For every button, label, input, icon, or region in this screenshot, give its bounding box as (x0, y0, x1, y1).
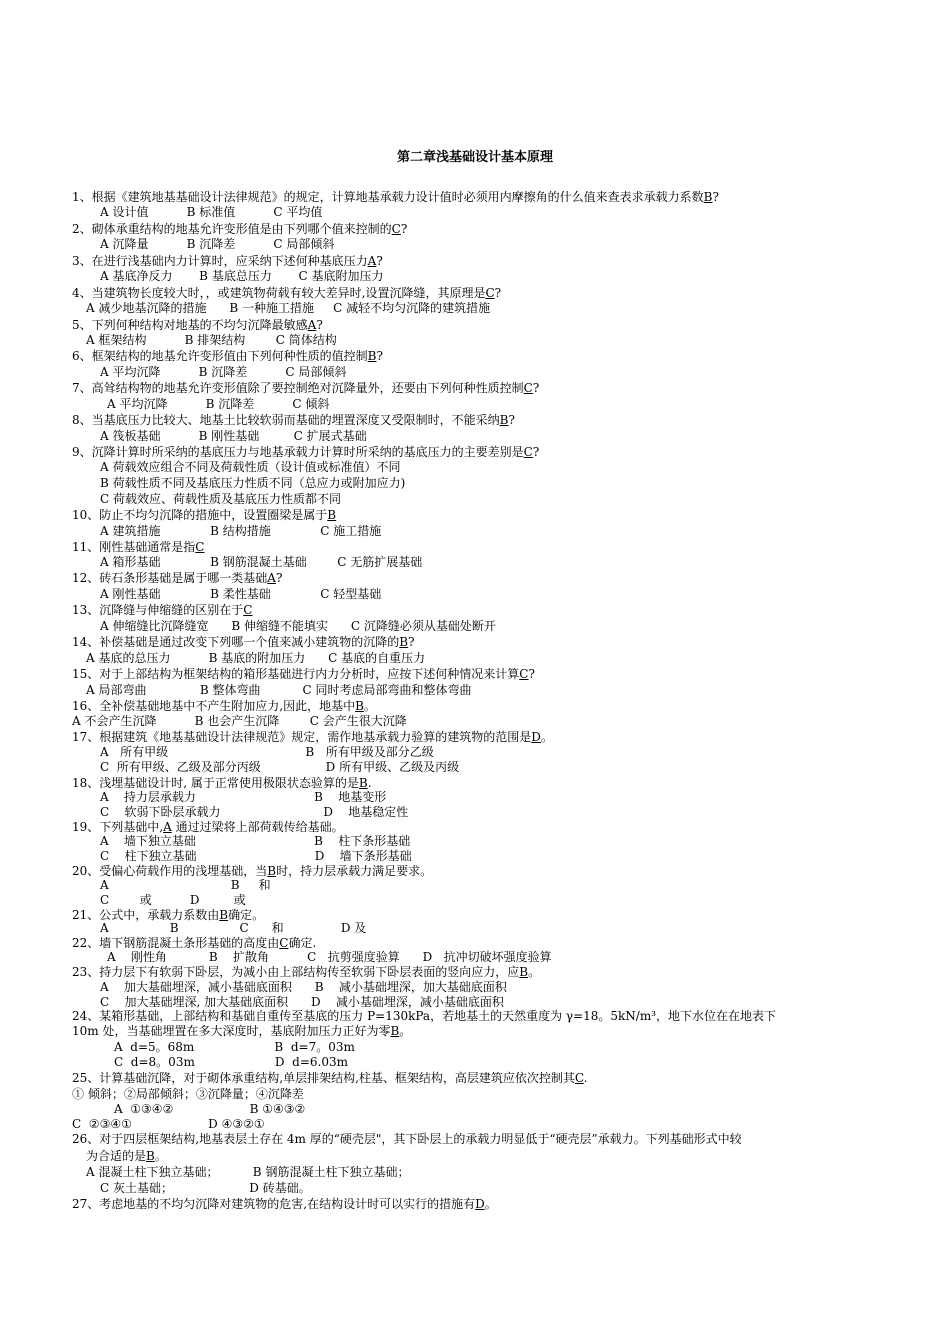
line-text: 1、根据《建筑地基基础设计法律规范》的规定，计算地基承载力设计值时必须用内摩擦角的什么值来查表求承载力系数 (72, 190, 704, 204)
text-line (72, 1071, 588, 1086)
line-suffix: ? (316, 318, 323, 332)
line-text: 3、在进行浅基础内力计算时，应采纳下述何种基底压力 (72, 254, 368, 268)
text-line (72, 413, 515, 428)
text-line (72, 965, 540, 980)
answer-letter: A (267, 571, 276, 585)
text-line (100, 619, 496, 634)
text-line (107, 950, 552, 965)
text-line (100, 365, 346, 380)
line-text: A 伸缩缝比沉降缝宽 B 伸缩缝不能填实 C 沉降缝必须从基础处断开 (100, 619, 496, 633)
line-text: A B 和 (100, 878, 271, 892)
line-text: C 加大基础埋深, 加大基础底面积 D 减小基础埋深，减小基础底面积 (100, 995, 504, 1009)
line-text: 8、当基底压力比较大、地基土比较软弱而基础的埋置深度又受限制时，不能采纳 (72, 413, 500, 427)
answer-letter: B (367, 349, 377, 363)
line-text: 18、浅埋基础设计时, 属于正常使用极限状态验算的是 (72, 776, 359, 790)
answer-letter: B (499, 413, 509, 427)
line-text: A 沉降量 B 沉降差 C 局部倾斜 (100, 237, 335, 251)
line-suffix: . (367, 776, 372, 790)
line-text: 为合适的是 (86, 1149, 147, 1163)
line-text: B 荷载性质不同及基底压力性质不同（总应力或附加应力) (100, 476, 406, 490)
text-line (72, 254, 383, 269)
line-suffix: 确定. (288, 936, 317, 950)
line-text: 16、全补偿基础地基中不产生附加应力,因此，地基中 (72, 699, 356, 713)
line-text: A 基底净反力 B 基底总压力 C 基底附加压力 (100, 269, 384, 283)
answer-letter: C (391, 222, 401, 236)
answer-letter: C (523, 381, 533, 395)
line-text: 9、沉降计算时所采纳的基底压力与地基承载力计算时所采纳的基底压力的主要差别是 (72, 445, 524, 459)
text-line (100, 237, 334, 252)
line-text: A 框架结构 B 排架结构 C 筒体结构 (86, 333, 337, 347)
line-text: 10m 处，当基础埋置在多大深度时，基底附加压力正好为零 (72, 1024, 391, 1038)
answer-letter: C (243, 603, 253, 617)
line-text: 15、对于上部结构为框架结构的箱形基础进行内力分析时，应按下述何种情况来计算 (72, 667, 520, 681)
text-line (86, 1149, 167, 1164)
line-text: 14、补偿基础是通过改变下列哪一个值来减小建筑物的沉降的 (72, 635, 400, 649)
line-text: A 基底的总压力 B 基底的附加压力 C 基底的自重压力 (86, 651, 426, 665)
line-text: 23、持力层下有软弱下卧层，为减小由上部结构传至软弱下卧层表面的竖向应力，应 (72, 965, 520, 979)
line-text: A 刚性角 B 扩散角 C 抗剪强度验算 D 抗冲切破坏强度验算 (107, 950, 552, 964)
line-text: A 设计值 B 标准值 C 平均值 (100, 205, 323, 219)
line-text: 17、根据建筑《地基基础设计法律规范》规定，需作地基承载力验算的建筑物的范围是 (72, 730, 532, 744)
text-line (86, 683, 471, 698)
text-line (86, 651, 425, 666)
text-line (100, 805, 408, 820)
line-suffix: 时，持力层承载力满足要求。 (276, 864, 433, 878)
text-line (72, 1087, 304, 1102)
text-line (100, 760, 459, 775)
line-text: 27、考虑地基的不均匀沉降对建筑物的危害,在结构设计时可以实行的措施有 (72, 1197, 476, 1211)
document-title: 第二章浅基础设计基本原理 (396, 150, 553, 165)
text-line (72, 714, 407, 729)
line-suffix: 。 (540, 730, 553, 744)
line-text: 5、下列何种结构对地基的不均匀沉降最敏感 (72, 318, 308, 332)
text-line (72, 445, 539, 460)
line-text: 6、框架结构的地基允许变形值由下列何种性质的值控制 (72, 349, 368, 363)
text-line (86, 1165, 409, 1180)
answer-letter: C (519, 667, 529, 681)
text-line (72, 820, 344, 835)
line-text: 4、当建筑物长度较大时，，或建筑物荷载有较大差异时,设置沉降缝，其原理是 (72, 286, 486, 300)
text-line (100, 524, 381, 539)
line-text: 25、计算基础沉降，对于砌体承重结构,单层排架结构,柱基、框架结构，高层建筑应依次控制其 (72, 1071, 575, 1085)
text-line (72, 222, 407, 237)
text-line (100, 460, 400, 475)
text-line (107, 397, 329, 412)
line-text: A 局部弯曲 B 整体弯曲 C 同时考虑局部弯曲和整体弯曲 (86, 683, 472, 697)
text-line (114, 1040, 355, 1055)
line-text: A 建筑措施 B 结构措施 C 施工措施 (100, 524, 382, 538)
line-text: C d=8。03m D d=6.03m (114, 1055, 349, 1069)
answer-letter: C (485, 286, 495, 300)
line-text: 7、高耸结构物的地基允许变形值除了要控制绝对沉降量外，还要由下列何种性质控制 (72, 381, 524, 395)
answer-letter: B (355, 699, 364, 713)
text-line (86, 301, 490, 316)
text-line (72, 635, 415, 650)
line-text: C 所有甲级、乙级及部分丙级 D 所有甲级、乙级及丙级 (100, 760, 460, 774)
text-line (100, 745, 434, 760)
line-suffix: ? (532, 445, 540, 459)
answer-letter: B (327, 508, 337, 522)
text-line (72, 730, 553, 745)
text-line (72, 318, 323, 333)
line-suffix: ? (400, 222, 408, 236)
text-line (100, 269, 384, 284)
text-line (72, 349, 383, 364)
answer-letter: D (475, 1197, 485, 1211)
text-line (72, 667, 535, 682)
line-text: ① 倾斜；②局部倾斜；③沉降量；④沉降差 (72, 1087, 304, 1101)
text-line (72, 936, 316, 951)
line-suffix: ? (528, 667, 535, 681)
text-line (100, 834, 410, 849)
line-suffix: 。 (484, 1197, 497, 1211)
text-line (72, 603, 252, 618)
answer-letter: A (307, 318, 317, 332)
text-line (100, 476, 405, 491)
text-line (86, 333, 337, 348)
text-line (100, 980, 507, 995)
line-suffix: ? (494, 286, 502, 300)
text-line (72, 540, 204, 555)
line-suffix: . (583, 1071, 588, 1085)
line-text: A 箱形基础 B 钢筋混凝土基础 C 无筋扩展基础 (100, 555, 423, 569)
line-text: C 软弱下卧层承载力 D 地基稳定性 (100, 805, 409, 819)
text-line (100, 790, 386, 805)
line-text: 12、砖石条形基础是属于哪一类基础 (72, 571, 268, 585)
line-text: A 平均沉降 B 沉降差 C 局部倾斜 (100, 365, 347, 379)
answer-letter: D (531, 730, 541, 744)
text-line (72, 1197, 497, 1212)
line-text: 11、刚性基础通常是指 (72, 540, 196, 554)
line-text: 24、某箱形基础，上部结构和基础自重传至基底的压力 P=130kPa，若地基土的天然重度为 γ=18。5kN/m³，地下水位在在地表下 (72, 1009, 777, 1023)
answer-letter: B (390, 1024, 400, 1038)
text-line (100, 893, 246, 908)
text-line (100, 1181, 311, 1196)
answer-letter: C (195, 540, 205, 554)
line-suffix: 通过过梁将上部荷载传给基础。 (171, 820, 344, 834)
line-text: A 混凝土柱下独立基础； B 钢筋混凝土柱下独立基础； (86, 1165, 410, 1179)
answer-letter: C (523, 445, 533, 459)
line-suffix: 。 (154, 1149, 167, 1163)
line-text: A ①③④② B ①④③② (114, 1102, 306, 1116)
text-line (72, 776, 372, 791)
line-text: 13、沉降缝与伸缩缝的区别在于 (72, 603, 244, 617)
line-text: C 或 D 或 (100, 893, 246, 907)
answer-letter: B (703, 190, 713, 204)
line-text: A 荷载效应组合不同及荷载性质（设计值或标准值）不同 (100, 460, 401, 474)
line-text: 21、公式中，承载力系数由 (72, 908, 220, 922)
line-text: C ②③④① D ④③②① (72, 1117, 265, 1131)
answer-letter: C (279, 936, 289, 950)
line-text: A d=5。68m B d=7。03m (114, 1040, 355, 1054)
line-text: A 所有甲级 B 所有甲级及部分乙级 (100, 745, 434, 759)
text-line (100, 205, 322, 220)
answer-letter: B (399, 635, 409, 649)
line-suffix: 。 (528, 965, 541, 979)
answer-letter: A (367, 254, 377, 268)
line-text: A 刚性基础 B 柔性基础 C 轻型基础 (100, 587, 382, 601)
text-line (72, 1132, 742, 1147)
text-line (100, 995, 504, 1010)
line-text: A 墙下独立基础 B 柱下条形基础 (100, 834, 411, 848)
line-text: 20、受偏心荷载作用的浅埋基础，当 (72, 864, 268, 878)
text-line (72, 508, 336, 523)
answer-letter: B (219, 908, 229, 922)
text-line (100, 492, 341, 507)
text-line (100, 849, 412, 864)
text-line (72, 699, 376, 714)
text-line (100, 587, 381, 602)
line-suffix: ? (508, 413, 515, 427)
answer-letter: B (267, 864, 277, 878)
line-suffix: ? (408, 635, 415, 649)
answer-letter: B (519, 965, 529, 979)
line-text: C 灰土基础； D 砖基础。 (100, 1181, 311, 1195)
line-text: A 平均沉降 B 沉降差 C 倾斜 (107, 397, 330, 411)
line-text: C 柱下独立基础 D 墙下条形基础 (100, 849, 412, 863)
line-suffix: ? (532, 381, 540, 395)
line-text: A 筏板基础 B 刚性基础 C 扩展式基础 (100, 429, 367, 443)
line-text: A 减少地基沉降的措施 B 一种施工措施 C 减轻不均匀沉降的建筑措施 (86, 301, 491, 315)
line-suffix: 。 (399, 1024, 412, 1038)
text-line (72, 190, 719, 205)
text-line (72, 1024, 411, 1039)
text-line (72, 571, 282, 586)
line-suffix: 确定。 (228, 908, 265, 922)
line-suffix: ? (376, 254, 383, 268)
text-line (100, 921, 366, 936)
line-text: A B C 和 D 及 (100, 921, 367, 935)
answer-letter: A (163, 820, 172, 834)
text-line (100, 555, 422, 570)
text-line (100, 878, 271, 893)
line-text: A 不会产生沉降 B 也会产生沉降 C 会产生很大沉降 (72, 714, 407, 728)
line-text: 2、砌体承重结构的地基允许变形值是由下列哪个值来控制的 (72, 222, 392, 236)
text-line (72, 1009, 776, 1024)
line-text: 22、墙下钢筋混凝土条形基础的高度由 (72, 936, 280, 950)
text-line (72, 381, 539, 396)
line-text: 26、对于四层框架结构,地基表层土存在 4m 厚的“硬壳层"，其下卧层上的承载力明显低于“硬壳层”承载力。下列基础形式中较 (72, 1132, 742, 1146)
line-suffix: ? (376, 349, 383, 363)
line-text: A 加大基础埋深，减小基础底面积 B 减小基础埋深，加大基础底面积 (100, 980, 507, 994)
text-line (72, 864, 432, 879)
answer-letter: B (146, 1149, 155, 1163)
text-line (114, 1055, 348, 1070)
line-suffix: ? (712, 190, 719, 204)
line-text: 10、防止不均匀沉降的措施中，设置圈梁是属于 (72, 508, 328, 522)
line-text: 19、下列基础中, (72, 820, 164, 834)
answer-letter: C (574, 1071, 584, 1085)
text-line (114, 1102, 305, 1117)
text-line (72, 1117, 265, 1132)
line-suffix: ? (275, 571, 283, 585)
answer-letter: B (358, 776, 368, 790)
line-text: C 荷载效应、荷载性质及基底压力性质都不同 (100, 492, 341, 506)
line-text: A 持力层承载力 B 地基变形 (100, 790, 387, 804)
text-line (72, 286, 501, 301)
text-line (100, 429, 367, 444)
line-suffix: 。 (363, 699, 376, 713)
